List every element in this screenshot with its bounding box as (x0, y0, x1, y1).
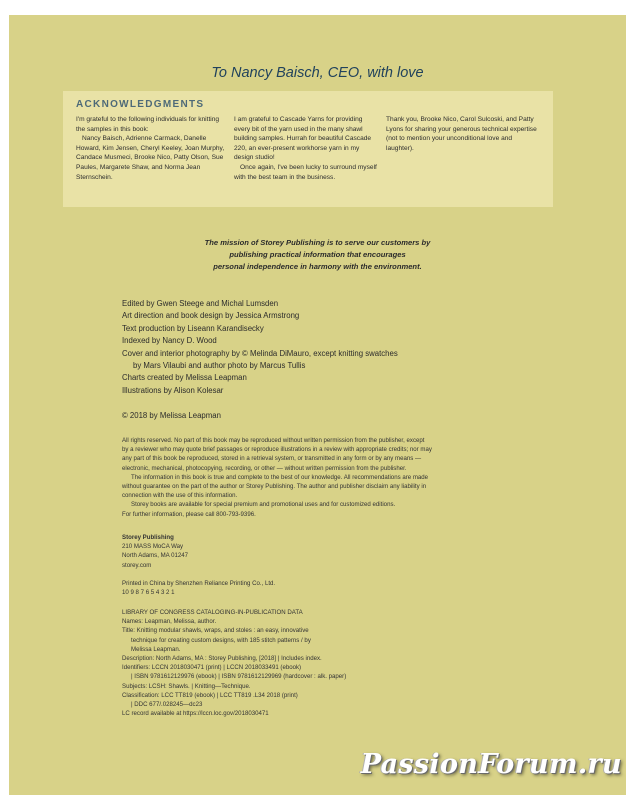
credit-line: Art direction and book design by Jessica Armstrong (122, 311, 300, 321)
cip-line: Classification: LCC TT819 (ebook) | LCC TT819 .L34 2018 (print) (122, 691, 298, 699)
rights-line: electronic, mechanical, photocopying, recording, or other — without written permission from the publisher. (122, 464, 407, 472)
cip-line: LC record available at https://lccn.loc.gov/2018030471 (122, 710, 269, 718)
credit-line: Indexed by Nancy D. Wood (122, 336, 217, 346)
cip-data (122, 608, 522, 718)
ack-paragraph: Nancy Baisch, Adrienne Carmack, Danelle Howard, Kim Jensen, Cheryl Keeley, Joan Murphy, Candace Musmeci, Brooke Nico, Patty Olson, Sue Paules, Margarete Shaw, and Norma Jean Sternschein. (76, 135, 225, 181)
acknowledgments-title: ACKNOWLEDGMENTS (76, 99, 205, 110)
printed-line: Printed in China by Shenzhen Reliance Printing Co., Ltd. (122, 580, 276, 587)
ack-paragraph: Once again, I've been lucky to surround myself with the best team in the business. (234, 163, 377, 181)
publisher-address-line: North Adams, MA 01247 (122, 552, 189, 560)
rights-line: Storey books are available for special premium and promotional uses and for customized editions. (131, 501, 396, 509)
ack-paragraph: I'm grateful to the following individuals for knitting the samples in this book: (76, 116, 220, 133)
cip-line: | DDC 677/.028245—dc23 (131, 701, 203, 709)
rights-line: For further information, please call 800-793-9396. (122, 510, 256, 518)
acknowledgments-column-2 (234, 115, 377, 182)
rights-line: All rights reserved. No part of this book may be reproduced without written permission from the publisher, except (122, 437, 425, 444)
ack-paragraph: Thank you, Brooke Nico, Carol Sulcoski, and Patty Lyons for sharing your generous technical expertise (not to mention your unconditional love and laughter). (386, 116, 537, 152)
acknowledgments-column-3 (386, 115, 541, 153)
publisher-name: Storey Publishing (122, 534, 174, 541)
credit-line: Illustrations by Alison Kolesar (122, 385, 224, 395)
credits (122, 298, 452, 397)
acknowledgments-box (63, 91, 553, 207)
cip-line: Identifiers: LCCN 2018030471 (print) | LCCN 2018033491 (ebook) (122, 664, 302, 672)
rights-line: The information in this book is true and complete to the best of our knowledge. All recommendations are made (131, 473, 429, 481)
cip-line: Melissa Leapman. (131, 645, 181, 653)
cip-line: LIBRARY OF CONGRESS CATALOGING-IN-PUBLICATION DATA (122, 609, 303, 616)
cip-line: Description: North Adams, MA : Storey Publishing, [2018] | Includes index. (122, 655, 322, 663)
cip-line: Title: Knitting modular shawls, wraps, and stoles : an easy, innovative (122, 627, 309, 635)
book-page (9, 15, 626, 795)
publisher-address-line: 210 MASS MoCA Way (122, 543, 184, 551)
rights-statement (122, 436, 512, 519)
cip-line: Names: Leapman, Melissa, author. (122, 618, 217, 626)
copyright-notice: © 2018 by Melissa Leapman (122, 411, 221, 420)
rights-line: connection with the use of this information. (122, 492, 238, 500)
site-watermark: PassionForum.ru (360, 749, 622, 780)
mission-statement (9, 237, 626, 273)
credit-line: Edited by Gwen Steege and Michal Lumsden (122, 299, 279, 308)
publisher-website: storey.com (122, 561, 152, 569)
credit-line: Cover and interior photography by © Melinda DiMauro, except knitting swatches (122, 348, 398, 358)
acknowledgments-column-1 (76, 115, 226, 182)
cip-line: | ISBN 9781612129976 (ebook) | ISBN 9781612129969 (hardcover : alk. paper) (131, 673, 347, 681)
rights-line: by a reviewer who may quote brief passages or reproduce illustrations in a review with appropriate credits; nor may (122, 446, 432, 454)
credit-line: Charts created by Melissa Leapman (122, 373, 247, 383)
mission-line: publishing practical information that encourages (229, 250, 406, 259)
cip-line: technique for creating custom designs, with 185 stitch patterns / by (131, 636, 311, 644)
mission-line: personal independence in harmony with the environment. (213, 262, 422, 271)
ack-paragraph: I am grateful to Cascade Yarns for providing every bit of the yarn used in the many shawl building samples. Hurrah for beautiful Cascade 220, an ever-present workhorse yarn in my design studio! (234, 116, 372, 162)
rights-line: any part of this book be reproduced, stored in a retrieval system, or transmitted in any form or by any means — (122, 455, 422, 463)
mission-line: The mission of Storey Publishing is to serve our customers by (204, 238, 431, 247)
dedication: To Nancy Baisch, CEO, with love (211, 65, 424, 81)
publisher-address (122, 533, 188, 570)
printing-number-line: 10 9 8 7 6 5 4 3 2 1 (122, 589, 175, 597)
credit-line: Text production by Liseann Karandisecky (122, 323, 264, 333)
rights-line: without guarantee on the part of the author or Storey Publishing. The author and publisher disclaim any liability in (122, 483, 427, 491)
credit-line: by Mars Vilaubi and author photo by Marcus Tullis (133, 361, 306, 371)
printing-info (122, 579, 275, 597)
cip-line: Subjects: LCSH: Shawls. | Knitting—Technique. (122, 682, 251, 690)
